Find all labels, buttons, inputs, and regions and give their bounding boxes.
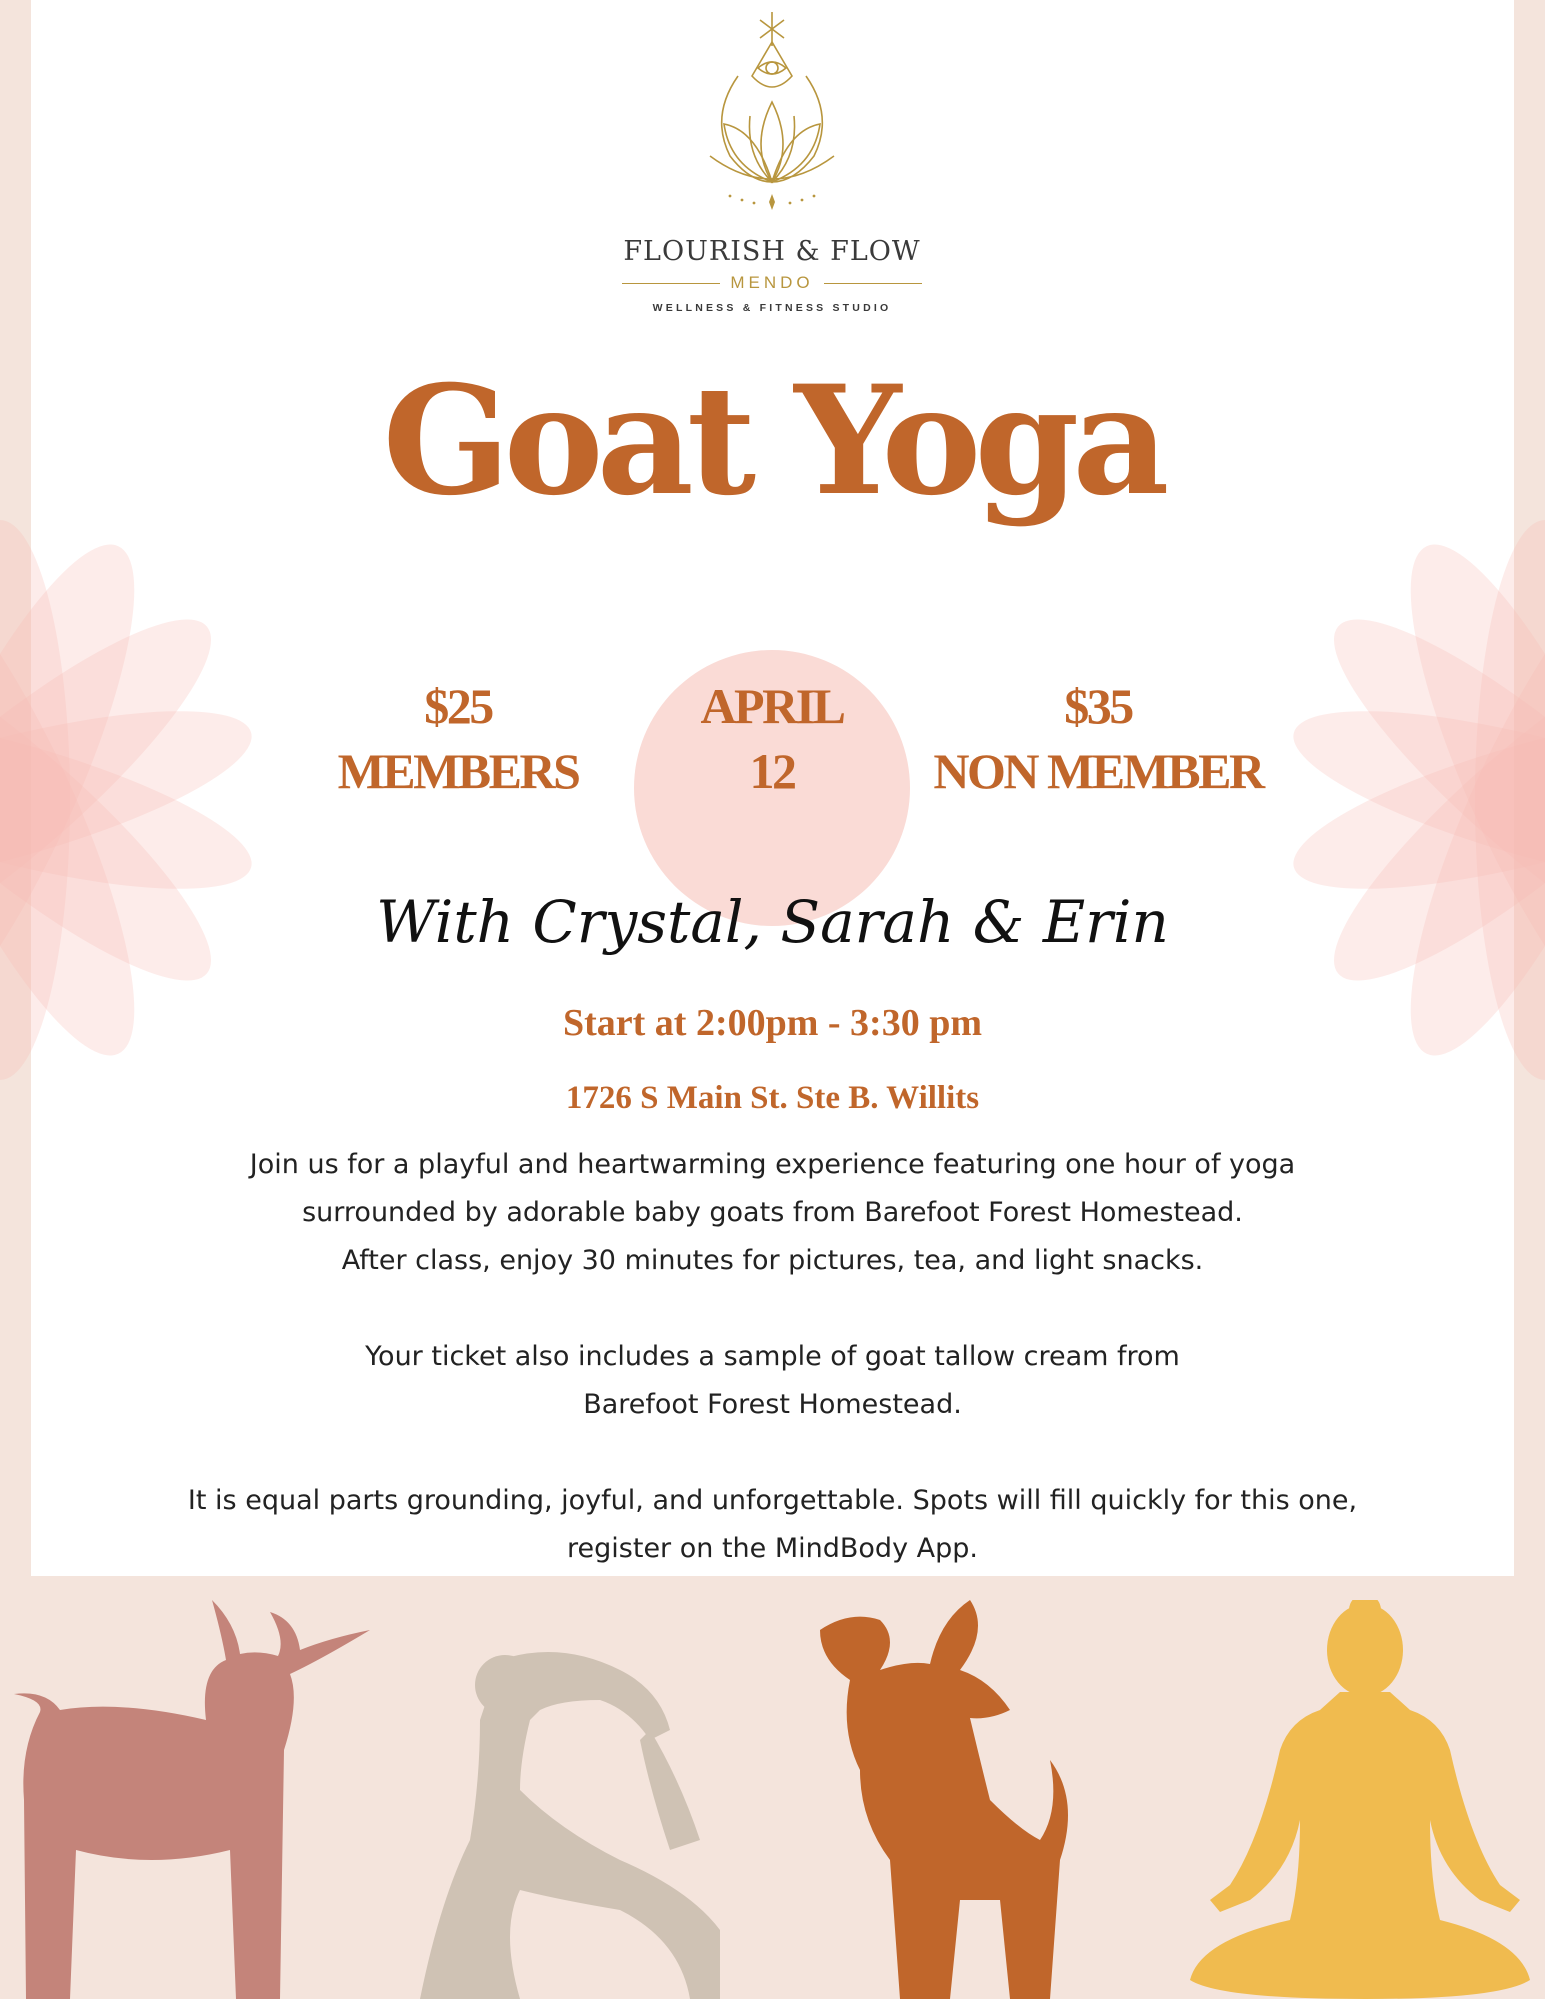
member-label: MEMBERS [337,743,579,799]
nonmember-label: NON MEMBER [933,743,1263,799]
description-line: surrounded by adorable baby goats from Barefoot Forest Homestead. [302,1197,1243,1228]
brand-sub: MENDO [730,273,814,292]
lotus-flower-icon [1245,520,1545,1080]
description-line: After class, enjoy 30 minutes for pictures, tea, and light snacks. [341,1245,1204,1276]
description-paragraph [40,1477,1505,1573]
date-month: APRIL [700,678,844,734]
goat-silhouette-icon [14,1600,370,1999]
description-paragraph [40,1141,1505,1285]
date-day: 12 [749,743,795,799]
event-address: 1726 S Main St. Ste B. Willits [565,1080,980,1116]
silhouettes-row [0,1600,1545,1999]
description-line: Barefoot Forest Homestead. [583,1389,962,1420]
event-date [634,674,910,804]
description-line: Join us for a playful and heartwarming experience featuring one hour of yoga [249,1149,1296,1180]
description [40,1141,1505,1621]
lotus-flower-icon [0,520,300,1080]
description-line: Your ticket also includes a sample of goat tallow cream from [365,1341,1180,1372]
divider [622,283,720,284]
yoga-pose-silhouette-icon [420,1652,720,1999]
member-price: $25 [424,678,492,734]
description-line: register on the MindBody App. [567,1533,978,1564]
event-title: Goat Yoga [382,353,1163,529]
goat-silhouette-icon [820,1600,1068,1999]
nonmember-price-block [908,674,1288,804]
nonmember-price: $35 [1064,678,1132,734]
description-paragraph [40,1333,1505,1429]
instructors: With Crystal, Sarah & Erin [376,888,1169,956]
description-line: It is equal parts grounding, joyful, and unforgettable. Spots will fill quickly for this one, [187,1485,1358,1516]
member-price-block [268,674,648,804]
event-time: Start at 2:00pm - 3:30 pm [562,1002,982,1044]
divider [824,283,922,284]
brand-name: FLOURISH & FLOW [623,236,921,267]
lotus-eye-logo-icon [690,6,855,216]
brand-sub-row [622,272,922,294]
meditation-silhouette-icon [1190,1600,1530,1999]
brand-tagline: WELLNESS & FITNESS STUDIO [652,302,892,314]
